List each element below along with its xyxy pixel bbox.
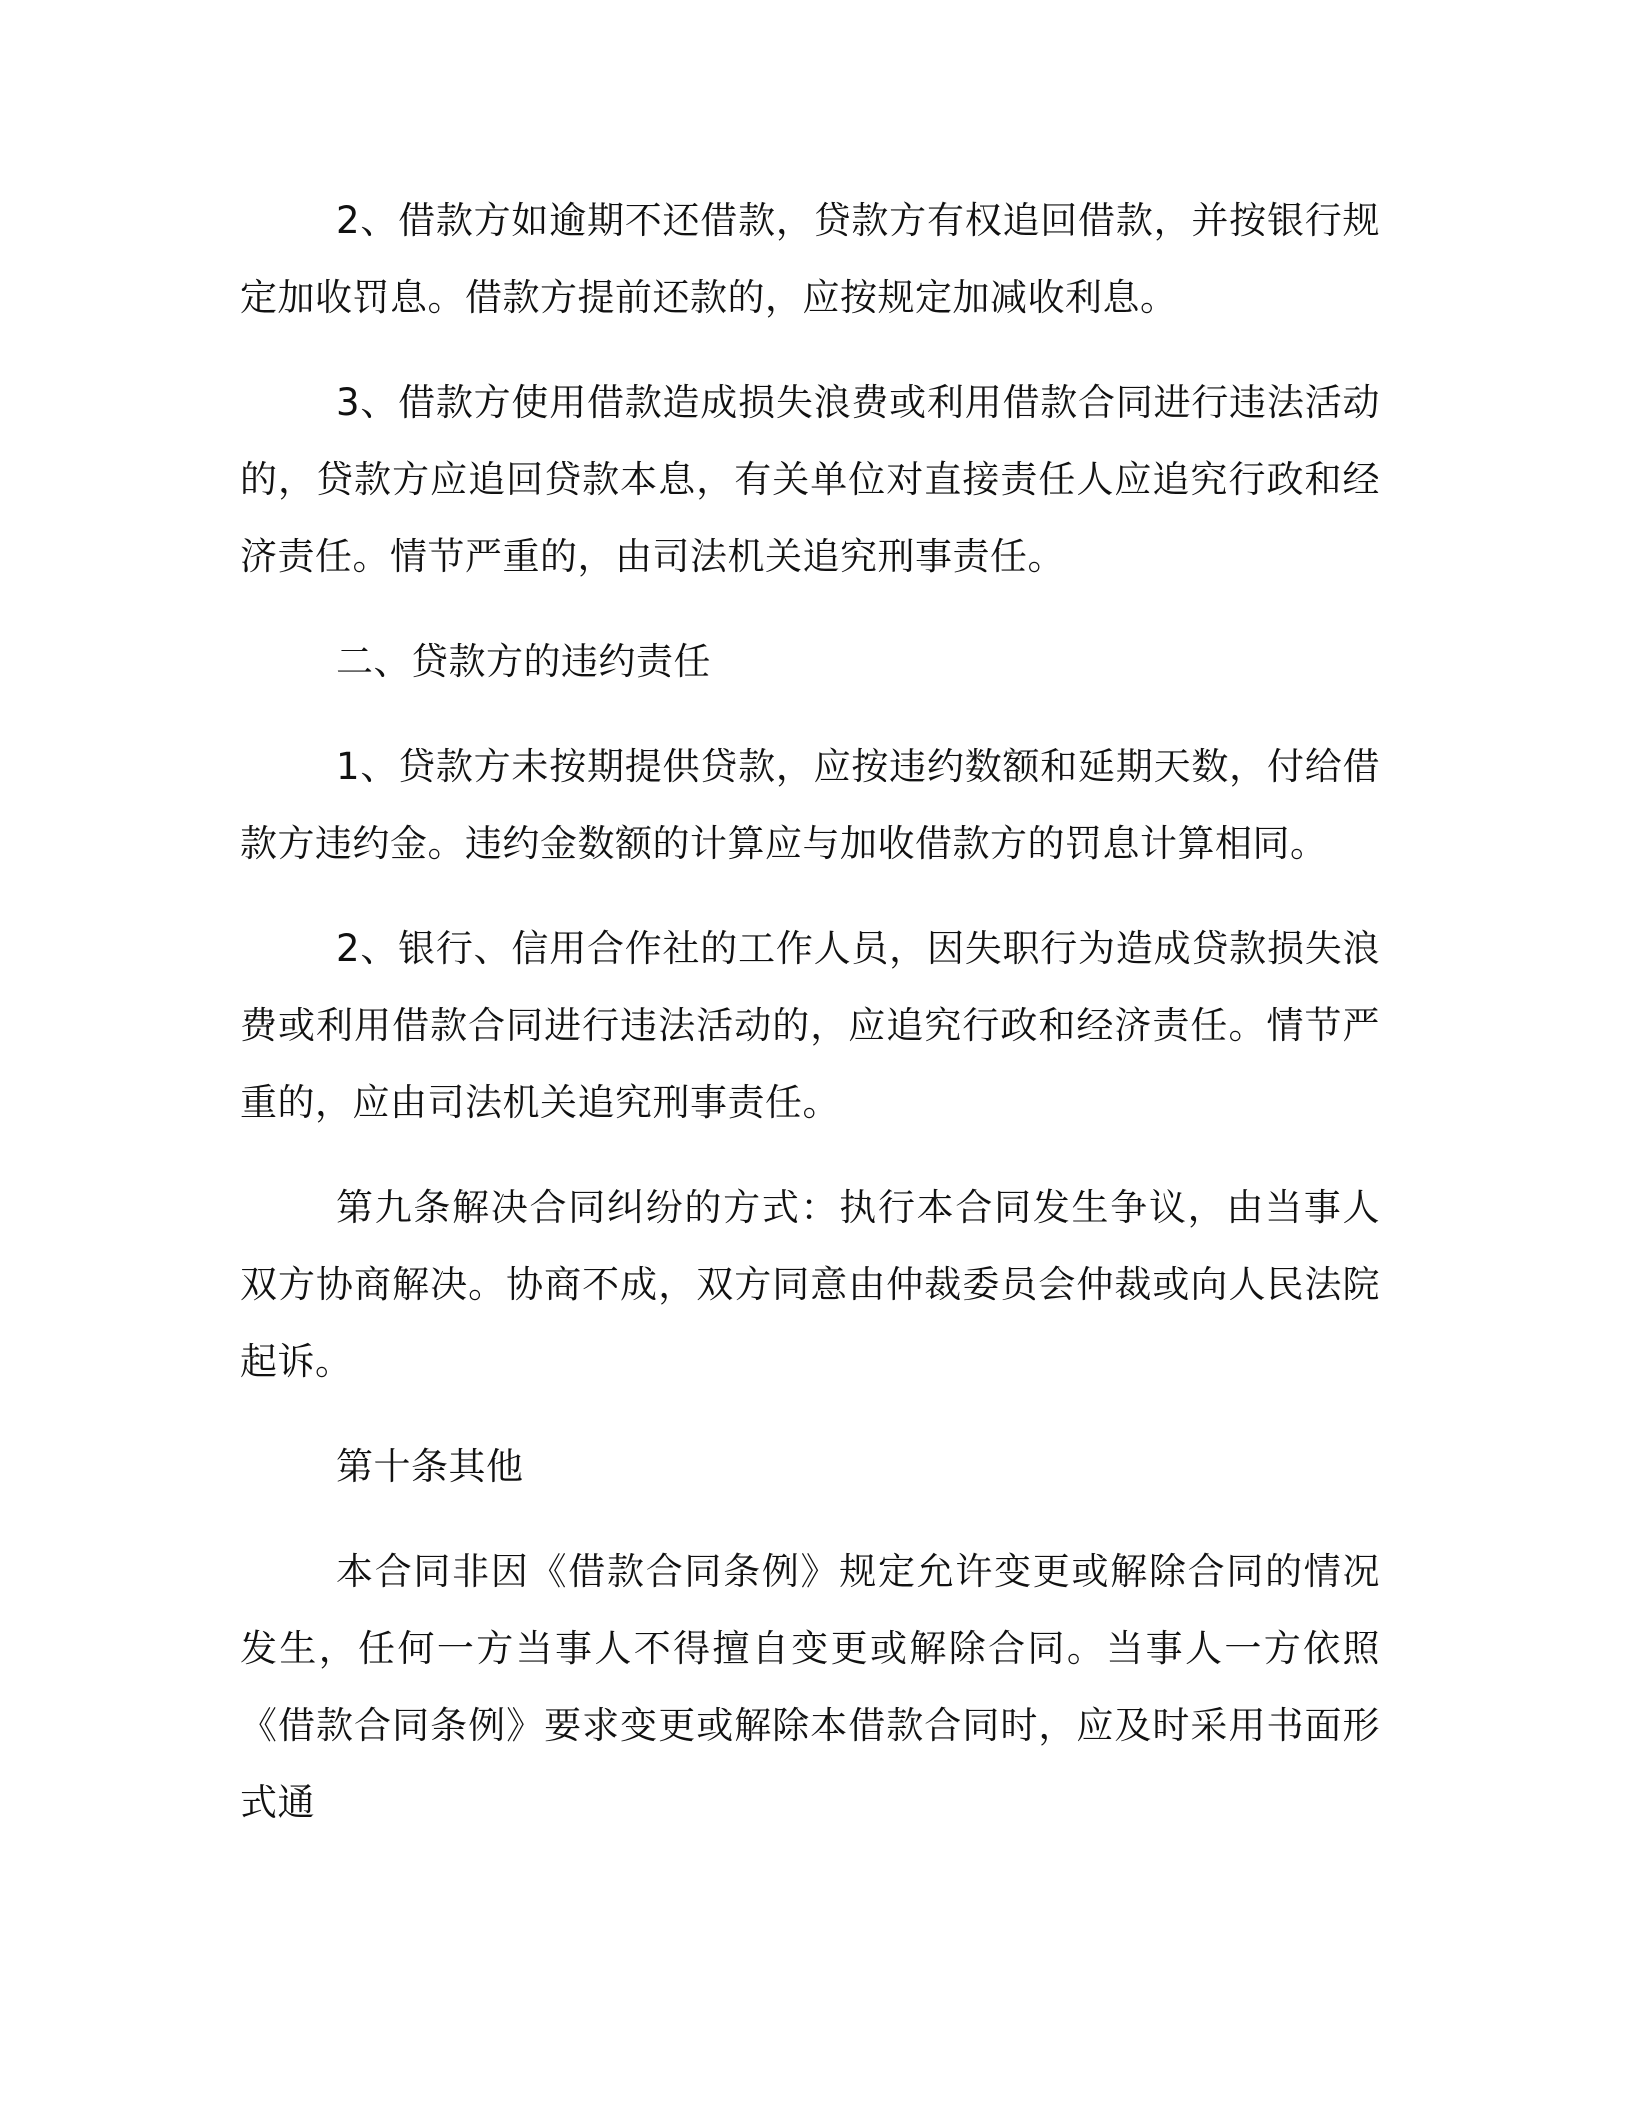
paragraph-borrower-misuse: 3、借款方使用借款造成损失浪费或利用借款合同进行违法活动的，贷款方应追回贷款本息，有关单位对直接责任人应追究行政和经济责任。情节严重的，由司法机关追究刑事责任。 (240, 381, 1380, 578)
paragraph-article-9-disputes: 第九条解决合同纠纷的方式：执行本合同发生争议，由当事人双方协商解决。协商不成，双方同意由仲裁委员会仲裁或向人民法院起诉。 (240, 1186, 1380, 1383)
paragraph-lender-late-loan: 1、贷款方未按期提供贷款，应按违约数额和延期天数，付给借款方违约金。违约金数额的计算应与加收借款方的罚息计算相同。 (240, 745, 1380, 865)
paragraph-contract-changes: 本合同非因《借款合同条例》规定允许变更或解除合同的情况发生，任何一方当事人不得擅自变更或解除合同。当事人一方依照《借款合同条例》要求变更或解除本借款合同时，应及时采用书面形式通 (240, 1550, 1380, 1824)
document-body (240, 182, 1380, 1869)
section-heading-article-10: 第十条其他 (336, 1445, 524, 1488)
paragraph-borrower-overdue: 2、借款方如逾期不还借款，贷款方有权追回借款，并按银行规定加收罚息。借款方提前还款的，应按规定加减收利息。 (240, 199, 1380, 319)
paragraph-staff-negligence: 2、银行、信用合作社的工作人员，因失职行为造成贷款损失浪费或利用借款合同进行违法活动的，应追究行政和经济责任。情节严重的，应由司法机关追究刑事责任。 (240, 927, 1380, 1124)
section-heading-lender-liability: 二、贷款方的违约责任 (336, 640, 711, 683)
